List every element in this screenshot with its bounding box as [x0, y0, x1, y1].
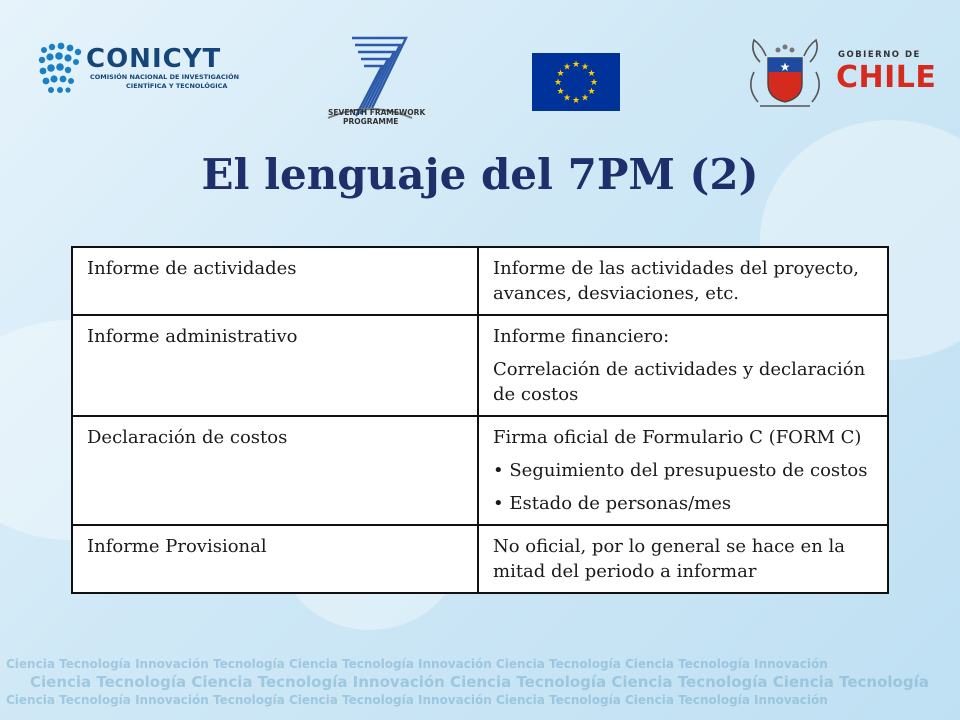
- description-bullet: • Estado de personas/mes: [493, 493, 732, 514]
- term-cell: [72, 247, 478, 315]
- table-row: [72, 525, 888, 593]
- table-row: [72, 416, 888, 525]
- svg-text:★: ★: [779, 60, 791, 74]
- terms-table: [71, 246, 889, 594]
- description-cell: [478, 416, 888, 525]
- svg-text:★: ★: [589, 78, 599, 88]
- conicyt-subtitle-2: CIENTÍFICA Y TECNOLÓGICA: [126, 82, 228, 90]
- footer-watermark-line: Ciencia Tecnología Ciencia Tecnología Innovación Ciencia Tecnología Ciencia Tecnología Ciencia Tecnología: [30, 673, 929, 691]
- fp7-text-line2: PROGRAMME: [343, 117, 399, 126]
- description-text: Informe de las actividades del proyecto, avances, desviaciones, etc.: [493, 258, 860, 304]
- description-text: Firma oficial de Formulario C (FORM C): [493, 427, 862, 448]
- term-cell: [72, 315, 478, 416]
- term-text: Informe de actividades: [87, 258, 297, 279]
- description-bullet: • Seguimiento del presupuesto de costos: [493, 460, 868, 481]
- svg-text:★: ★: [580, 93, 590, 104]
- footer-watermark-line: Ciencia Tecnología Innovación Tecnología Ciencia Tecnología Innovación Ciencia Tecnología Ciencia Tecnología Innovación: [6, 657, 828, 671]
- term-text: Informe administrativo: [87, 326, 298, 347]
- svg-text:★: ★: [562, 93, 572, 104]
- table-row: [72, 247, 888, 315]
- svg-text:★: ★: [556, 87, 565, 97]
- chile-wordmark: CHILE: [836, 60, 937, 95]
- svg-text:★: ★: [562, 62, 572, 73]
- svg-text:★: ★: [553, 78, 563, 88]
- description-cell: [478, 315, 888, 416]
- description-cell: [478, 247, 888, 315]
- table-row: [72, 315, 888, 416]
- description-text: Informe financiero:: [493, 326, 670, 347]
- term-cell: [72, 416, 478, 525]
- description-cell: [478, 525, 888, 593]
- footer-watermark-line: Ciencia Tecnología Innovación Tecnología Ciencia Tecnología Innovación Ciencia Tecnología Ciencia Tecnología Innovación: [6, 693, 828, 707]
- svg-text:★: ★: [571, 60, 581, 70]
- svg-text:★: ★: [556, 69, 565, 79]
- term-text: Declaración de costos: [87, 427, 288, 448]
- term-cell: [72, 525, 478, 593]
- description-text: Correlación de actividades y declaración de costos: [493, 359, 866, 405]
- gobierno-de-text: GOBIERNO DE: [838, 50, 921, 60]
- fp7-text-line1: SEVENTH FRAMEWORK: [328, 108, 426, 117]
- description-text: No oficial, por lo general se hace en la mitad del periodo a informar: [493, 536, 846, 582]
- chile-coat-of-arms-icon: [740, 32, 830, 112]
- eu-flag-icon: [532, 53, 620, 111]
- svg-text:★: ★: [580, 62, 590, 73]
- slide-title: El lenguaje del 7PM (2): [201, 150, 759, 199]
- conicyt-wordmark: CONICYT: [86, 44, 222, 74]
- conicyt-subtitle-1: COMISIÓN NACIONAL DE INVESTIGACIÓN: [90, 73, 240, 81]
- term-text: Informe Provisional: [87, 536, 267, 557]
- svg-text:★: ★: [587, 69, 596, 79]
- svg-text:★: ★: [571, 96, 581, 106]
- footer-watermark-band: [0, 655, 960, 720]
- svg-text:★: ★: [587, 87, 596, 97]
- logo-strip: [0, 0, 960, 150]
